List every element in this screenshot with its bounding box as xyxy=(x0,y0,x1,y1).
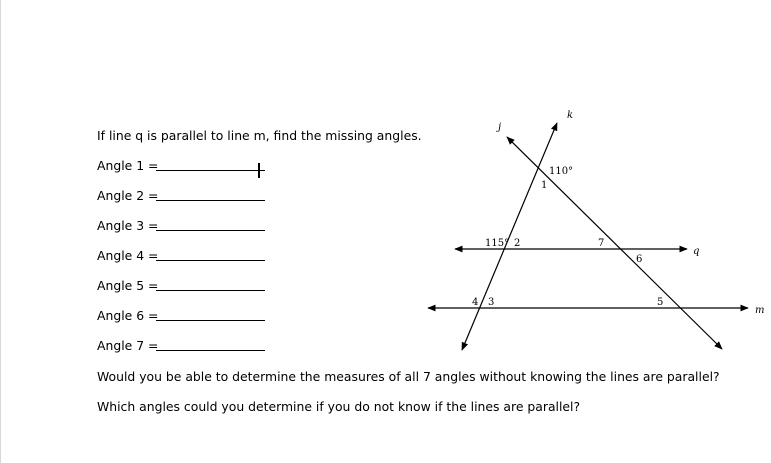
angle-label-7: 7 xyxy=(598,238,605,249)
line-label-m: m xyxy=(755,305,765,316)
given-angle-115: 115° xyxy=(485,238,510,249)
line-label-q: q xyxy=(693,246,700,257)
angle-label-4: 4 xyxy=(472,297,479,308)
answer-label: Angle 4 = xyxy=(97,248,159,263)
answer-label: Angle 5 = xyxy=(97,278,159,293)
answer-label: Angle 1 = xyxy=(97,158,159,173)
line-label-k: k xyxy=(567,110,574,121)
angle-label-5: 5 xyxy=(657,297,664,308)
line-label-j: j xyxy=(498,122,502,133)
answer-label: Angle 7 = xyxy=(97,338,159,353)
answer-label: Angle 2 = xyxy=(97,188,159,203)
angle-label-2: 2 xyxy=(514,238,521,249)
angle-label-1: 1 xyxy=(541,180,548,191)
followup-question-2: Which angles could you determine if you do not know if the lines are parallel? xyxy=(97,399,581,414)
question-prompt: If line q is parallel to line m, find the missing angles. xyxy=(97,128,422,143)
answer-label: Angle 6 = xyxy=(97,308,159,323)
answer-label: Angle 3 = xyxy=(97,218,159,233)
line-j xyxy=(507,137,722,349)
angle-label-3: 3 xyxy=(488,297,495,308)
line-k xyxy=(462,123,557,350)
followup-question-1: Would you be able to determine the measures of all 7 angles without knowing the lines are parallel? xyxy=(97,369,720,384)
given-angle-110: 110° xyxy=(549,166,574,177)
angle-label-6: 6 xyxy=(636,254,643,265)
